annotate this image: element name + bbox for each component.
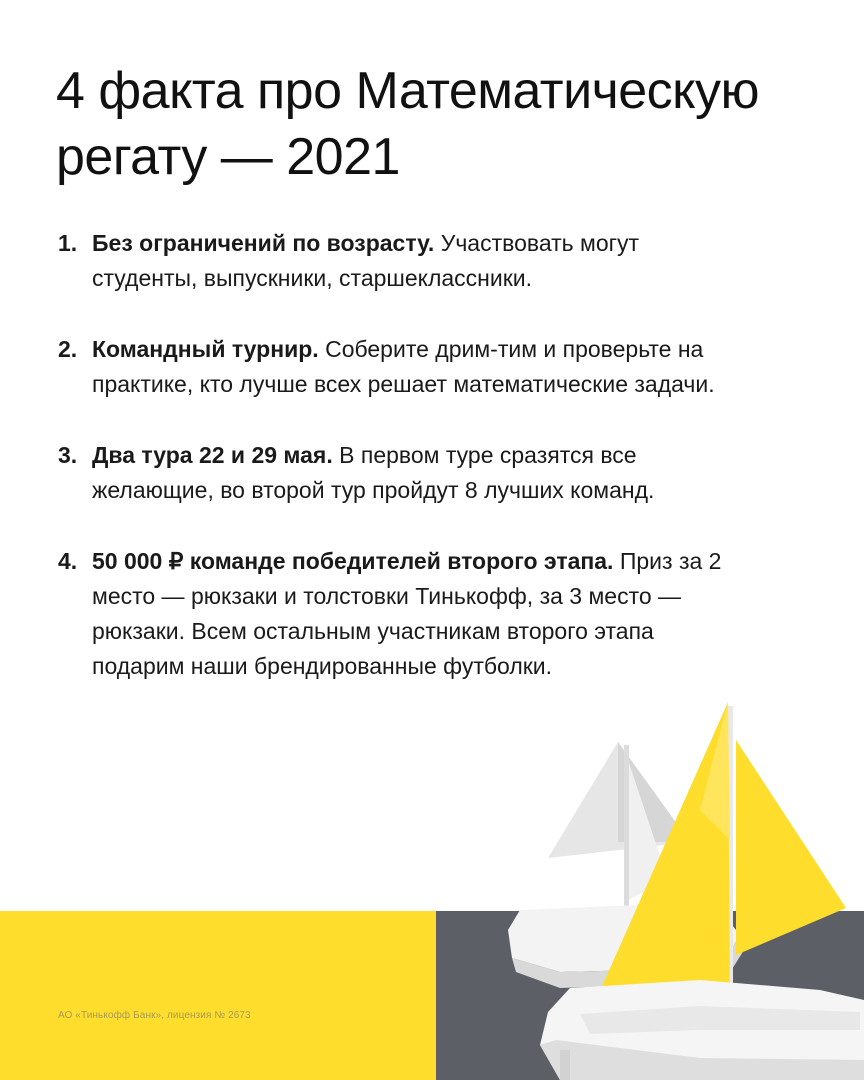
fact-lead: Командный турнир.	[92, 336, 319, 362]
fact-number: 4.	[58, 548, 78, 574]
fact-lead: 50 000 ₽ команде победителей второго этапа.	[92, 548, 614, 574]
facts-list	[58, 226, 738, 684]
fact-item	[58, 544, 738, 684]
fact-number: 1.	[58, 230, 78, 256]
fact-body	[92, 332, 738, 402]
license-text: АО «Тинькофф Банк», лицензия № 2673	[58, 1010, 251, 1021]
fact-body	[92, 438, 738, 508]
fact-number: 2.	[58, 336, 78, 362]
fact-lead: Без ограничений по возрасту.	[92, 230, 435, 256]
footer-gray-band	[436, 911, 864, 1080]
page-title: 4 факта про Математическую регату — 2021	[56, 62, 760, 186]
fact-description: Приз за 2 место — рюкзаки и толстовки Тинькофф, за 3 место — рюкзаки. Всем остальным участникам второго этапа подарим наши брендированные футболки.	[92, 548, 722, 679]
fact-body	[92, 544, 738, 684]
footer-yellow-band	[0, 911, 436, 1080]
fact-description: Соберите дрим-тим и проверьте на практике, кто лучше всех решает математические задачи.	[92, 336, 715, 397]
fact-body	[92, 226, 738, 296]
fact-item	[58, 332, 738, 402]
fact-description: Участвовать могут студенты, выпускники, старшеклассники.	[92, 230, 640, 291]
fact-description: В первом туре сразятся все желающие, во второй тур пройдут 8 лучших команд.	[92, 442, 655, 503]
fact-number: 3.	[58, 442, 78, 468]
fact-item	[58, 226, 738, 296]
fact-item	[58, 438, 738, 508]
fact-lead: Два тура 22 и 29 мая.	[92, 442, 333, 468]
